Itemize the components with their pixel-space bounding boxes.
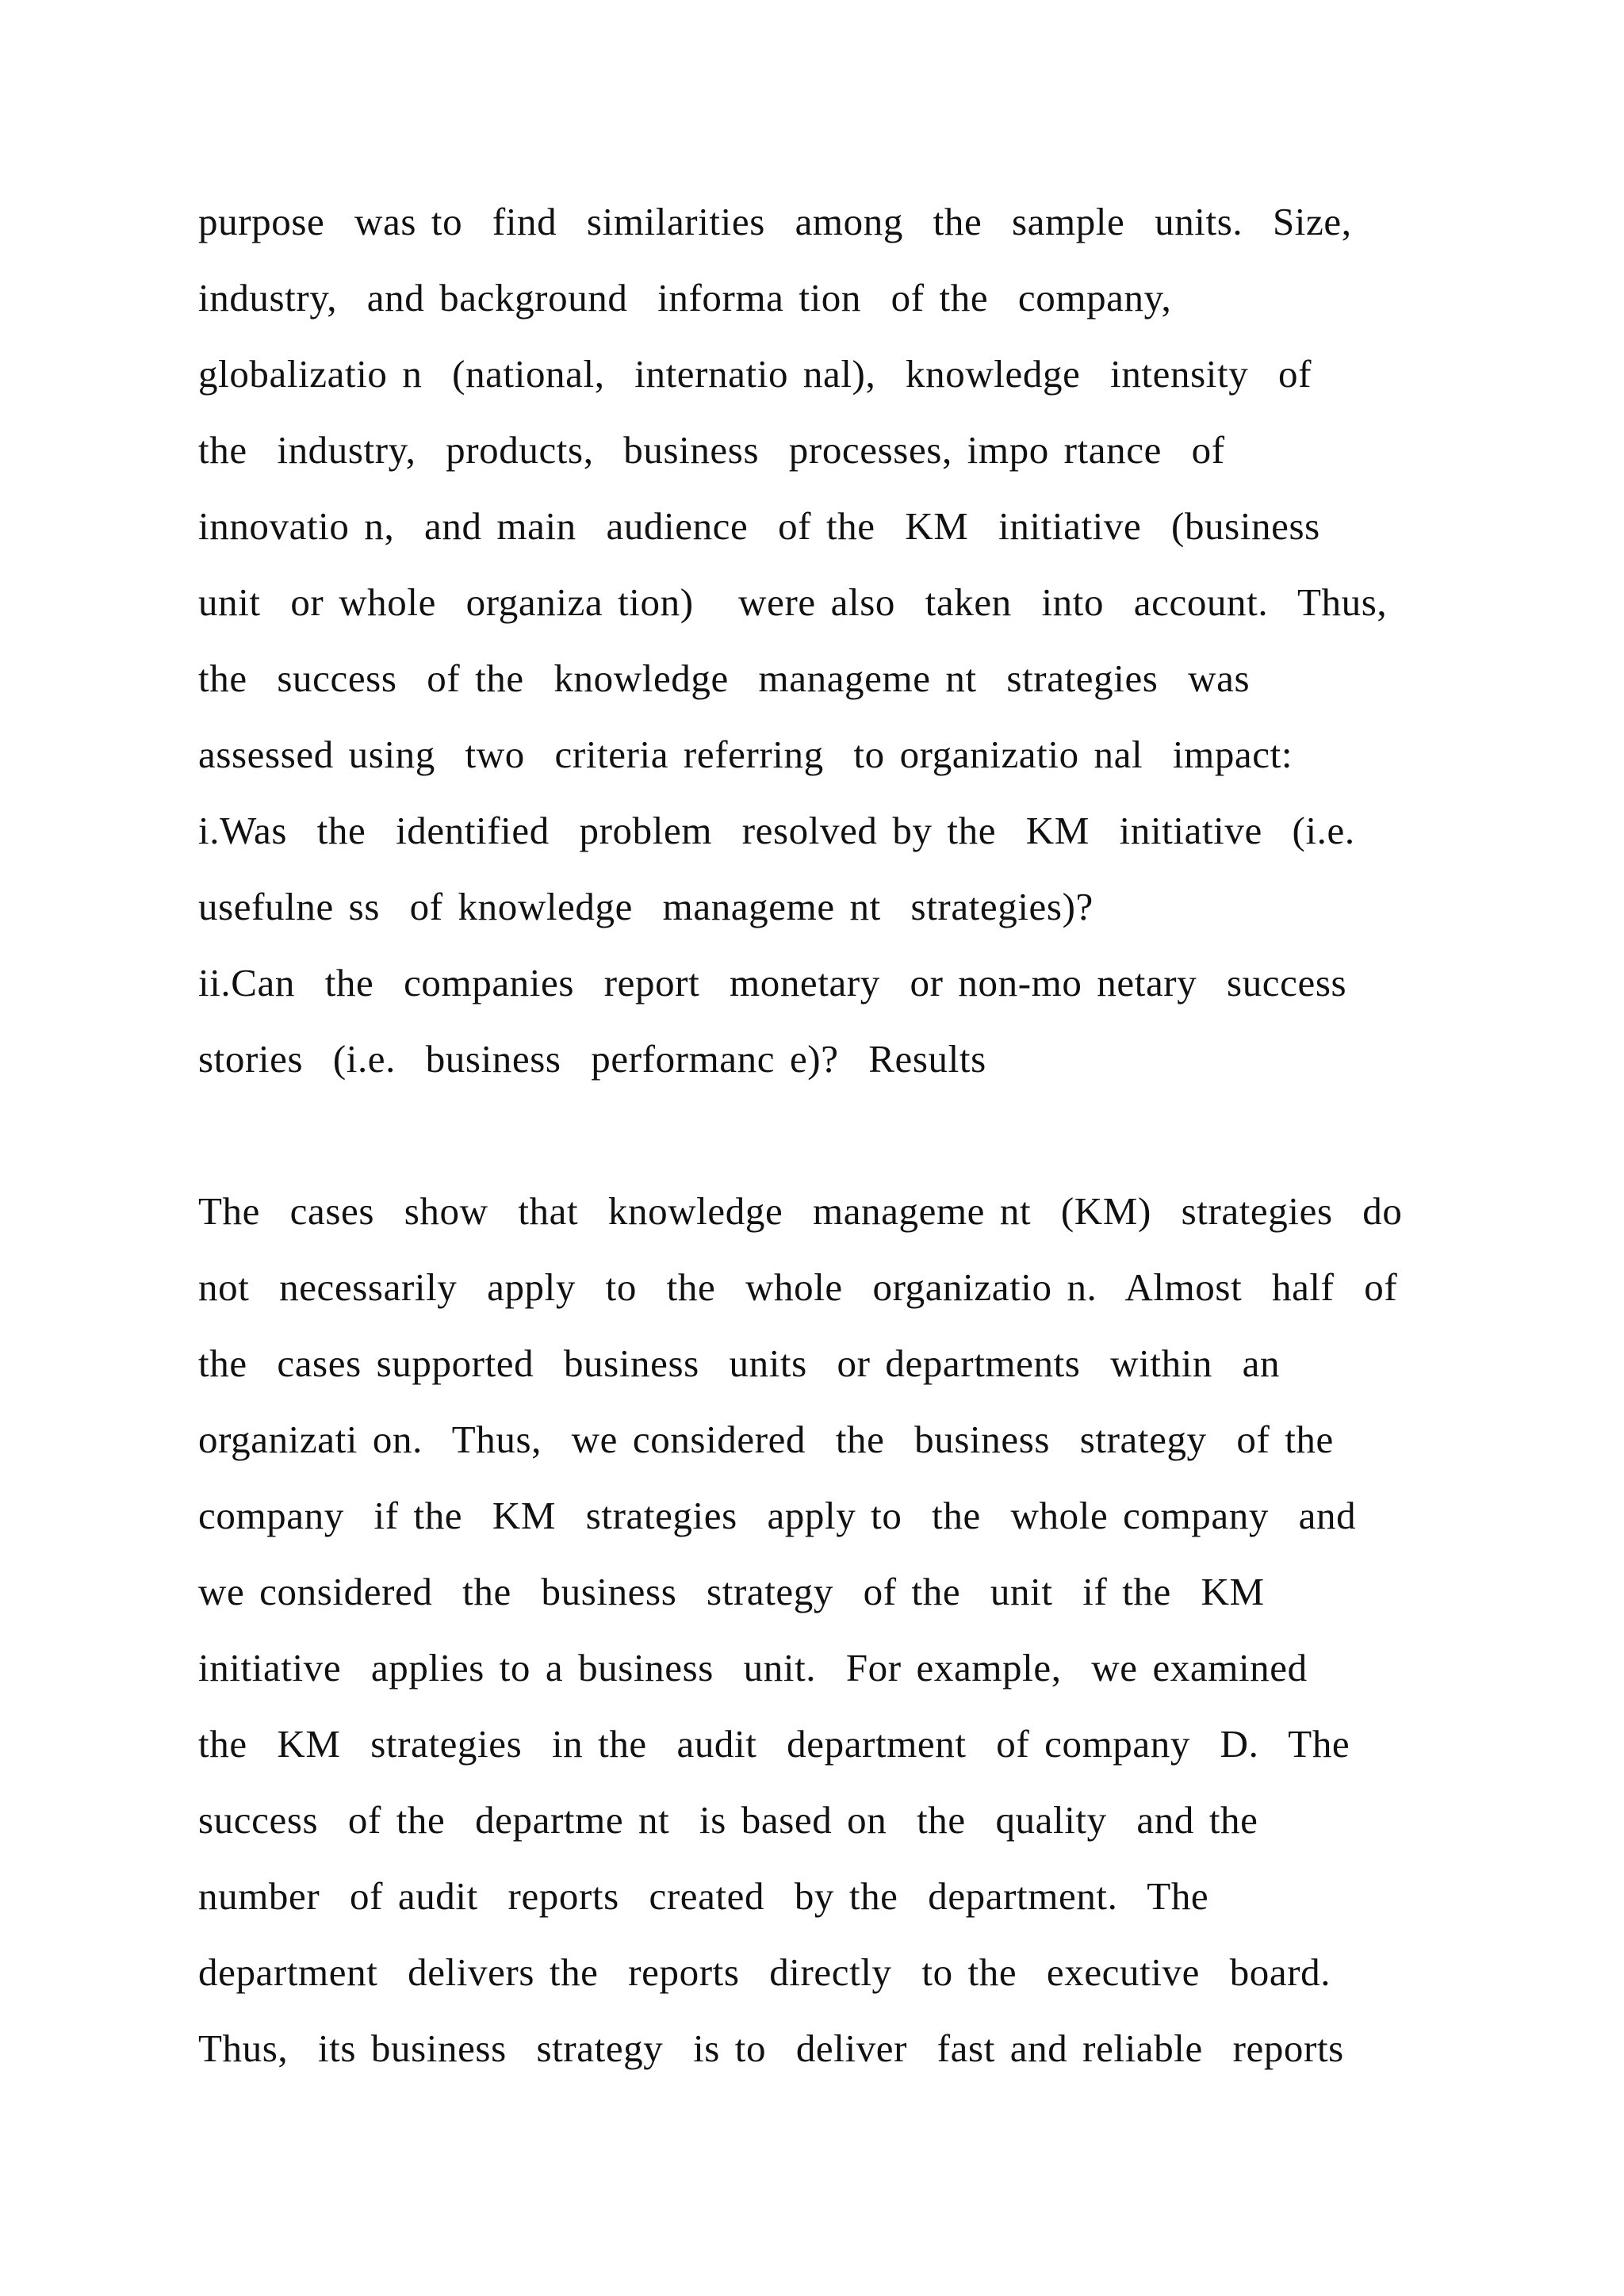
text-line: department delivers the reports directly to the executive board.: [198, 1950, 1331, 1994]
text-line: the KM strategies in the audit department of company D. The: [198, 1722, 1350, 1766]
text-line: The cases show that knowledge manageme nt (KM) strategies do: [198, 1189, 1403, 1233]
list-item-criterion-1: i.Was the identified problem resolved by the KM initiative (i.e.: [198, 809, 1355, 852]
text-line: initiative applies to a business unit. For example, we examined: [198, 1646, 1308, 1689]
text-line: not necessarily apply to the whole organizatio n. Almost half of: [198, 1265, 1398, 1309]
text-line: organizati on. Thus, we considered the business strategy of the: [198, 1418, 1334, 1461]
text-line: we considered the business strategy of the unit if the KM: [198, 1570, 1265, 1613]
text-line: stories (i.e. business performanc e)? Results: [198, 1037, 986, 1081]
text-line: success of the departme nt is based on the quality and the: [198, 1798, 1258, 1842]
text-line: unit or whole organiza tion) were also taken into account. Thus,: [198, 580, 1388, 624]
text-line: company if the KM strategies apply to the whole company and: [198, 1494, 1357, 1537]
text-line: innovatio n, and main audience of the KM initiative (business: [198, 504, 1320, 548]
text-line: the cases supported business units or departments within an: [198, 1341, 1281, 1385]
text-line: assessed using two criteria referring to organizatio nal impact:: [198, 733, 1293, 776]
text-line: usefulne ss of knowledge manageme nt strategies)?: [198, 885, 1094, 928]
text-line: the success of the knowledge manageme nt strategies was: [198, 656, 1251, 700]
list-item-criterion-2: ii.Can the companies report monetary or non-mo netary success: [198, 961, 1347, 1004]
text-line: the industry, products, business processes, impo rtance of: [198, 428, 1225, 472]
text-line: number of audit reports created by the department. The: [198, 1874, 1209, 1918]
text-line: industry, and background informa tion of the company,: [198, 276, 1172, 320]
text-line: purpose was to find similarities among the sample units. Size,: [198, 200, 1352, 243]
text-line: globalizatio n (national, internatio nal), knowledge intensity of: [198, 352, 1312, 396]
text-line: Thus, its business strategy is to deliver fast and reliable reports: [198, 2026, 1344, 2070]
